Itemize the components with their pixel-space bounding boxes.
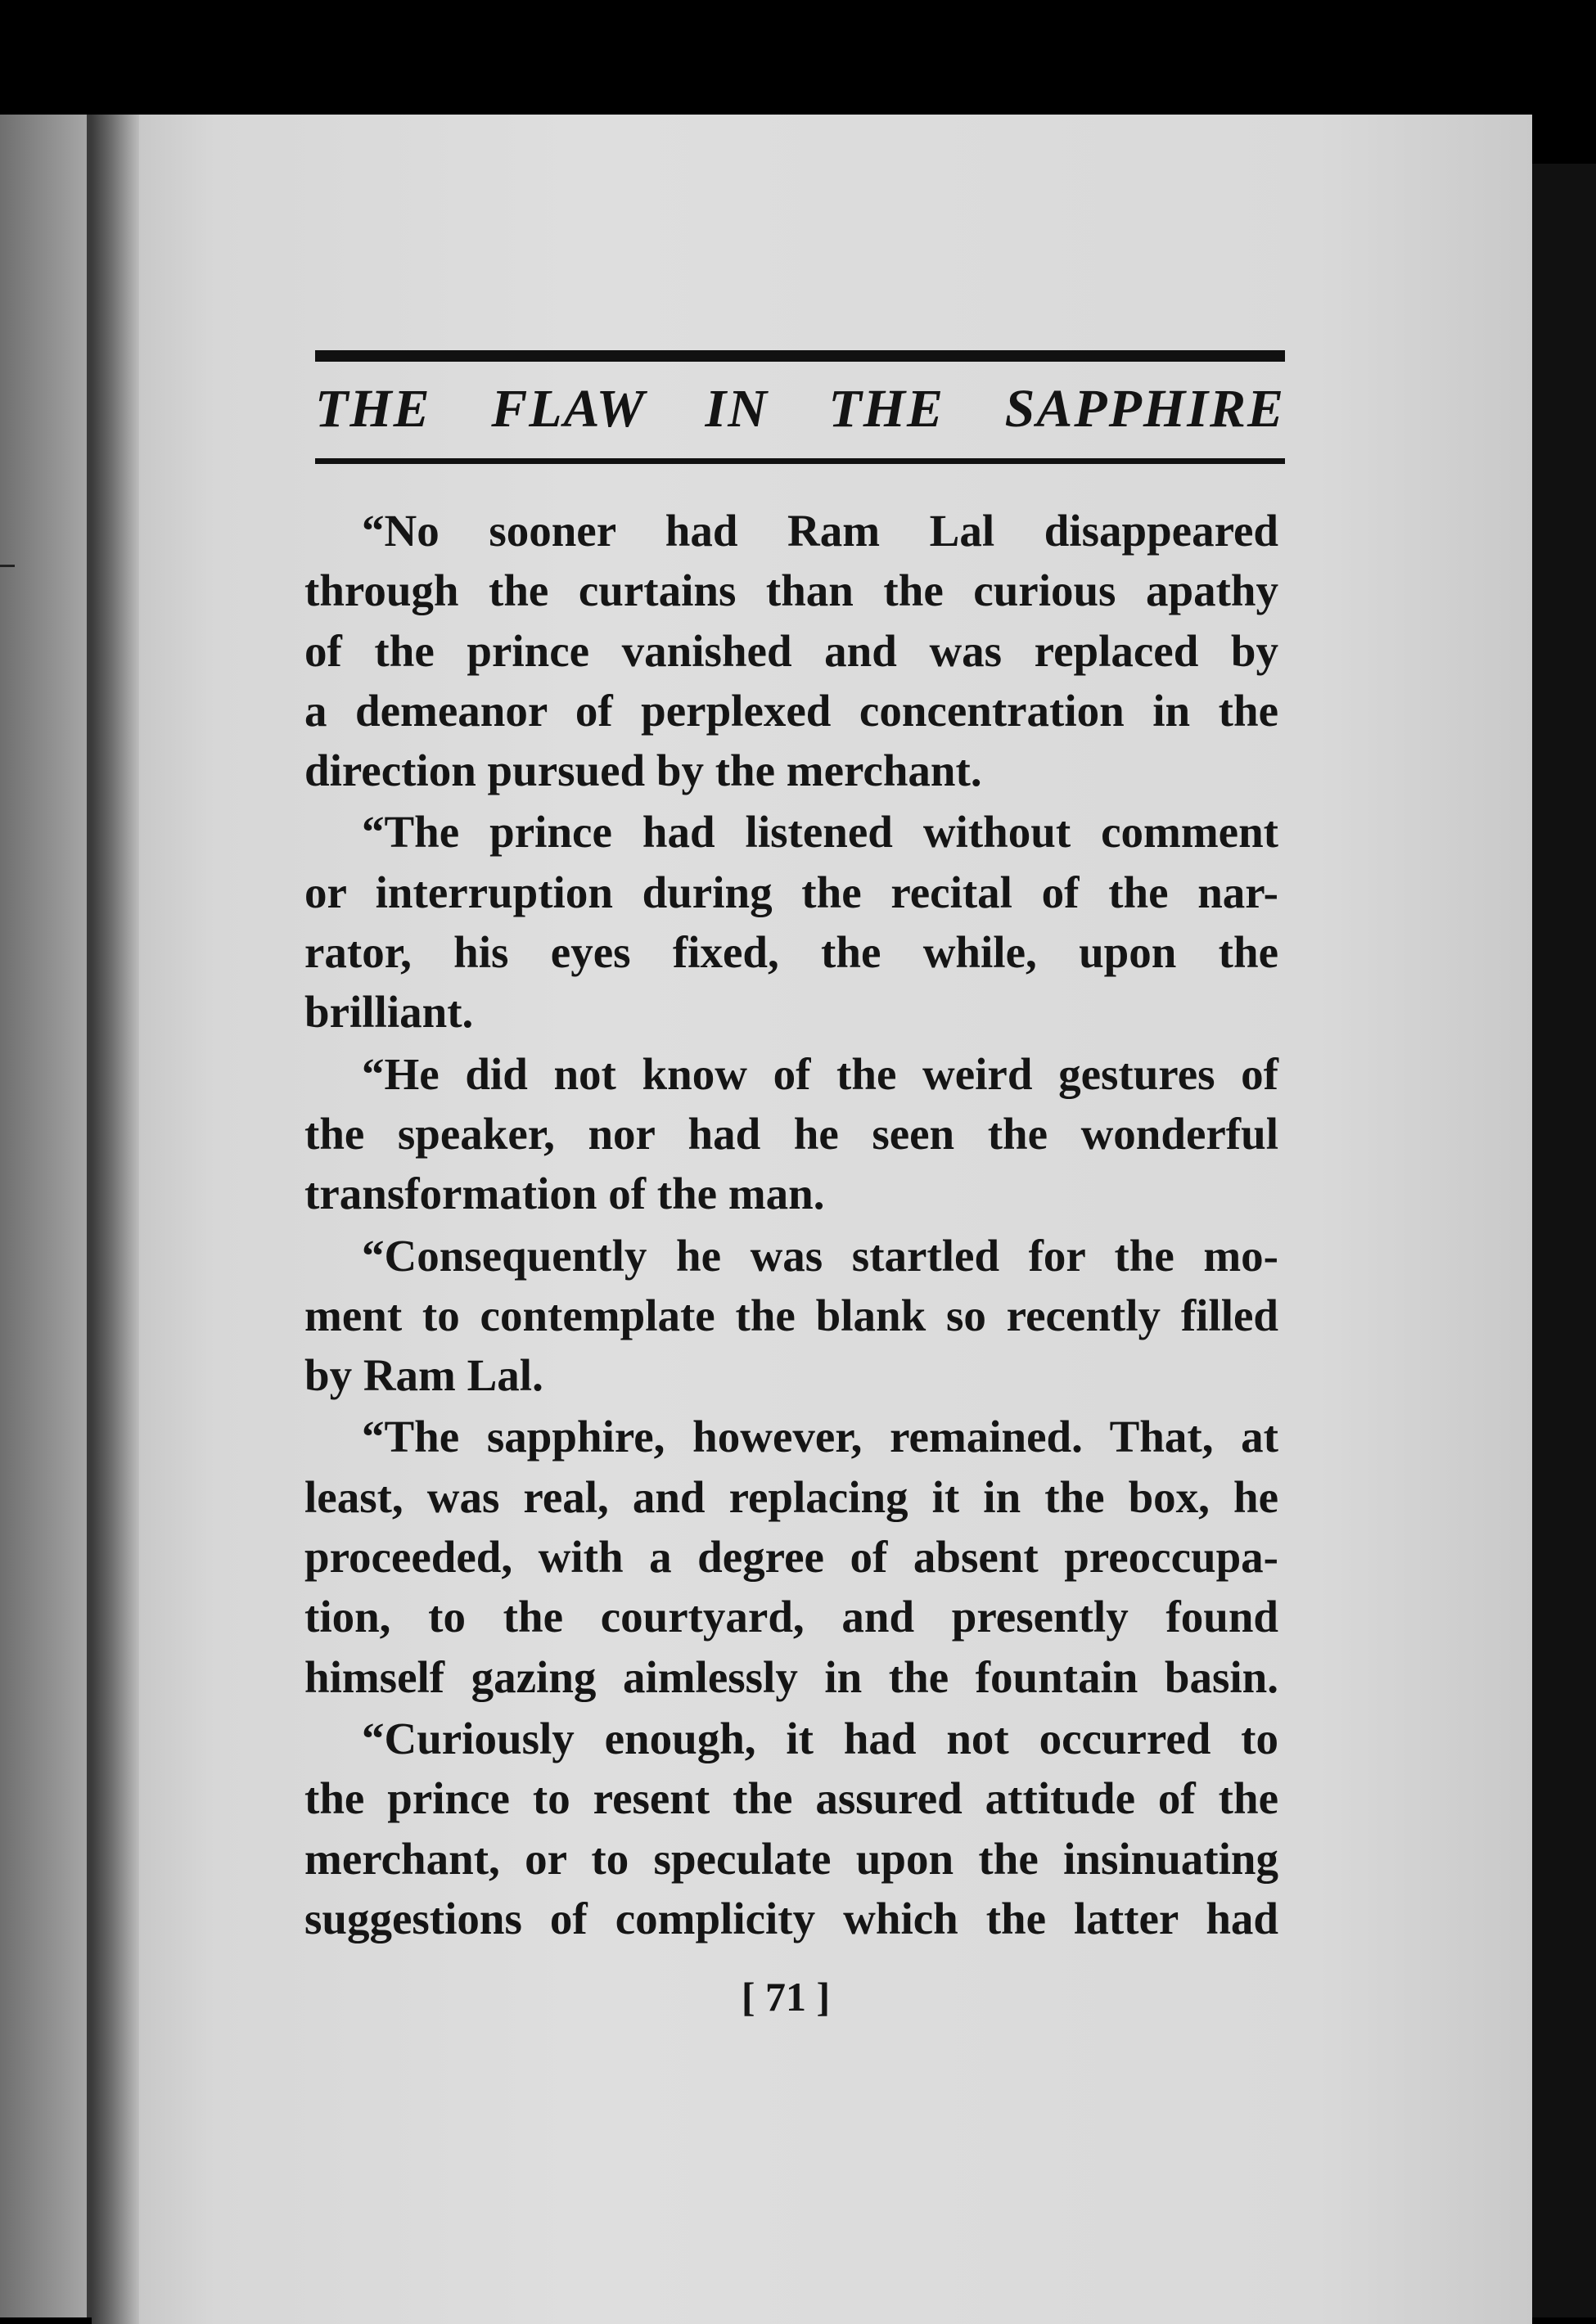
scan-border <box>1532 164 1596 2317</box>
paragraph <box>304 1709 1278 1948</box>
text-line: “He did not know of the weird gestures of <box>362 1048 1278 1099</box>
paragraph <box>304 802 1278 1042</box>
text-line: brilliant. <box>304 987 474 1038</box>
text-line: “The sapphire, however, remained. That, at <box>362 1412 1278 1462</box>
running-head: THE FLAW IN THE SAPPHIRE <box>315 379 1285 439</box>
header-rule-bottom <box>315 458 1285 464</box>
text-line: “No sooner had Ram Lal disappeared <box>362 506 1278 556</box>
text-line: a demeanor of perplexed concentration in the <box>304 685 1278 736</box>
text-line: or interruption during the recital of the nar- <box>304 867 1278 917</box>
text-line: least, was real, and replacing it in the box, he <box>304 1471 1278 1522</box>
header-rule-top <box>315 350 1285 362</box>
text-line: “The prince had listened without comment <box>362 807 1278 858</box>
paragraph <box>304 1226 1278 1406</box>
body-text <box>304 501 1278 1950</box>
text-line: by Ram Lal. <box>304 1350 543 1401</box>
text-line: transformation of the man. <box>304 1169 825 1219</box>
text-line: of the prince vanished and was replaced by <box>304 625 1278 676</box>
text-line: “Consequently he was startled for the mo- <box>362 1230 1278 1281</box>
page-number: [ 71 ] <box>741 1974 831 2020</box>
text-line: tion, to the courtyard, and presently found <box>304 1592 1278 1642</box>
text-line: the prince to resent the assured attitude of the <box>304 1773 1278 1824</box>
text-line: suggestions of complicity which the latter had <box>304 1893 1278 1943</box>
binding-shadow <box>92 115 139 2324</box>
text-line: through the curtains than the curious apathy <box>304 565 1278 616</box>
scan-speck <box>0 565 15 567</box>
paragraph <box>304 501 1278 800</box>
text-line: the speaker, nor had he seen the wonderful <box>304 1108 1278 1159</box>
paragraph <box>304 1044 1278 1224</box>
text-line: “Curiously enough, it had not occurred to <box>362 1713 1278 1763</box>
paragraph <box>304 1407 1278 1706</box>
text-line: proceeded, with a degree of absent preoccupa- <box>304 1532 1278 1583</box>
text-line: himself gazing aimlessly in the fountain basin. <box>304 1651 1278 1702</box>
text-line: rator, his eyes fixed, the while, upon the <box>304 927 1278 978</box>
text-line: ment to contemplate the blank so recently filled <box>304 1290 1278 1340</box>
text-line: merchant, or to speculate upon the insinuating <box>304 1833 1278 1884</box>
text-line: direction pursued by the merchant. <box>304 745 982 796</box>
